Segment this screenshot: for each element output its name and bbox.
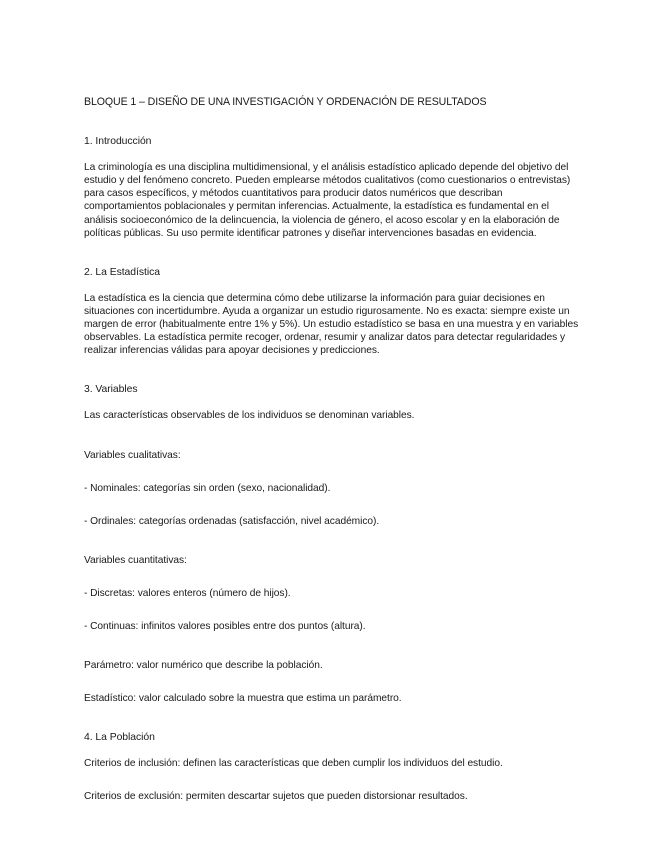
list-item-nominales: - Nominales: categorías sin orden (sexo, nacionalidad). [84, 482, 331, 494]
section-estadistica [84, 266, 579, 358]
section-heading-estadistica: 2. La Estadística [84, 266, 160, 278]
paragraph-parametro: Parámetro: valor numérico que describe la población. [84, 660, 323, 672]
list-item-ordinales: - Ordinales: categorías ordenadas (satisfacción, nivel académico). [84, 515, 380, 527]
section-heading-poblacion: 4. La Población [84, 732, 155, 744]
paragraph-variables-intro: Las características observables de los individuos se denominan variables. [84, 410, 415, 422]
list-item-discretas: - Discretas: valores enteros (número de hijos). [84, 587, 291, 599]
paragraph-introduccion: La criminología es una disciplina multidimensional, y el análisis estadístico aplicado depende del objetivo del estudio y del fenómeno concreto. Pueden emplearse métodos cualitativos (como cuestionarios o entrevistas) para casos específicos, y métodos cuantitativos para producir datos numéricos que describan comportamientos poblacionales y permitan inferencias. Actualmente, la estadística es fundamental en el análisis socioeconómico de la delincuencia, la violencia de género, el acoso escolar y en la elaboración de políticas públicas. Su uso permite identificar patrones y diseñar intervenciones basadas en evidencia. [84, 162, 571, 239]
section-introduccion [84, 135, 579, 240]
section-heading-introduccion: 1. Introducción [84, 136, 152, 148]
section-variables [84, 383, 579, 705]
document-title: BLOQUE 1 – DISEÑO DE UNA INVESTIGACIÓN Y ORDENACIÓN DE RESULTADOS [84, 96, 487, 108]
paragraph-criterios-inclusion: Criterios de inclusión: definen las características que deben cumplir los individuos del estudio. [84, 758, 503, 770]
document-body [84, 96, 579, 830]
paragraph-estadistica: La estadística es la ciencia que determina cómo debe utilizarse la información para guiar decisiones en situaciones con incertidumbre. Ayuda a organizar un estudio rigurosamente. No es exacta: siempre existe un margen de error (habitualmente entre 1% y 5%). Un estudio estadístico se basa en una muestra y en variables observables. La estadística permite recoger, ordenar, resumir y analizar datos para detectar regularidades y realizar inferencias válidas para apoyar decisiones y predicciones. [84, 292, 579, 357]
section-poblacion [84, 731, 579, 803]
section-heading-variables: 3. Variables [84, 384, 138, 396]
paragraph-criterios-exclusion: Criterios de exclusión: permiten descartar sujetos que pueden distorsionar resultados. [84, 791, 468, 803]
list-item-continuas: - Continuas: infinitos valores posibles entre dos puntos (altura). [84, 620, 366, 632]
label-variables-cuantitativas: Variables cuantitativas: [84, 554, 187, 566]
paragraph-estadistico: Estadístico: valor calculado sobre la muestra que estima un parámetro. [84, 693, 402, 705]
label-variables-cualitativas: Variables cualitativas: [84, 449, 181, 461]
